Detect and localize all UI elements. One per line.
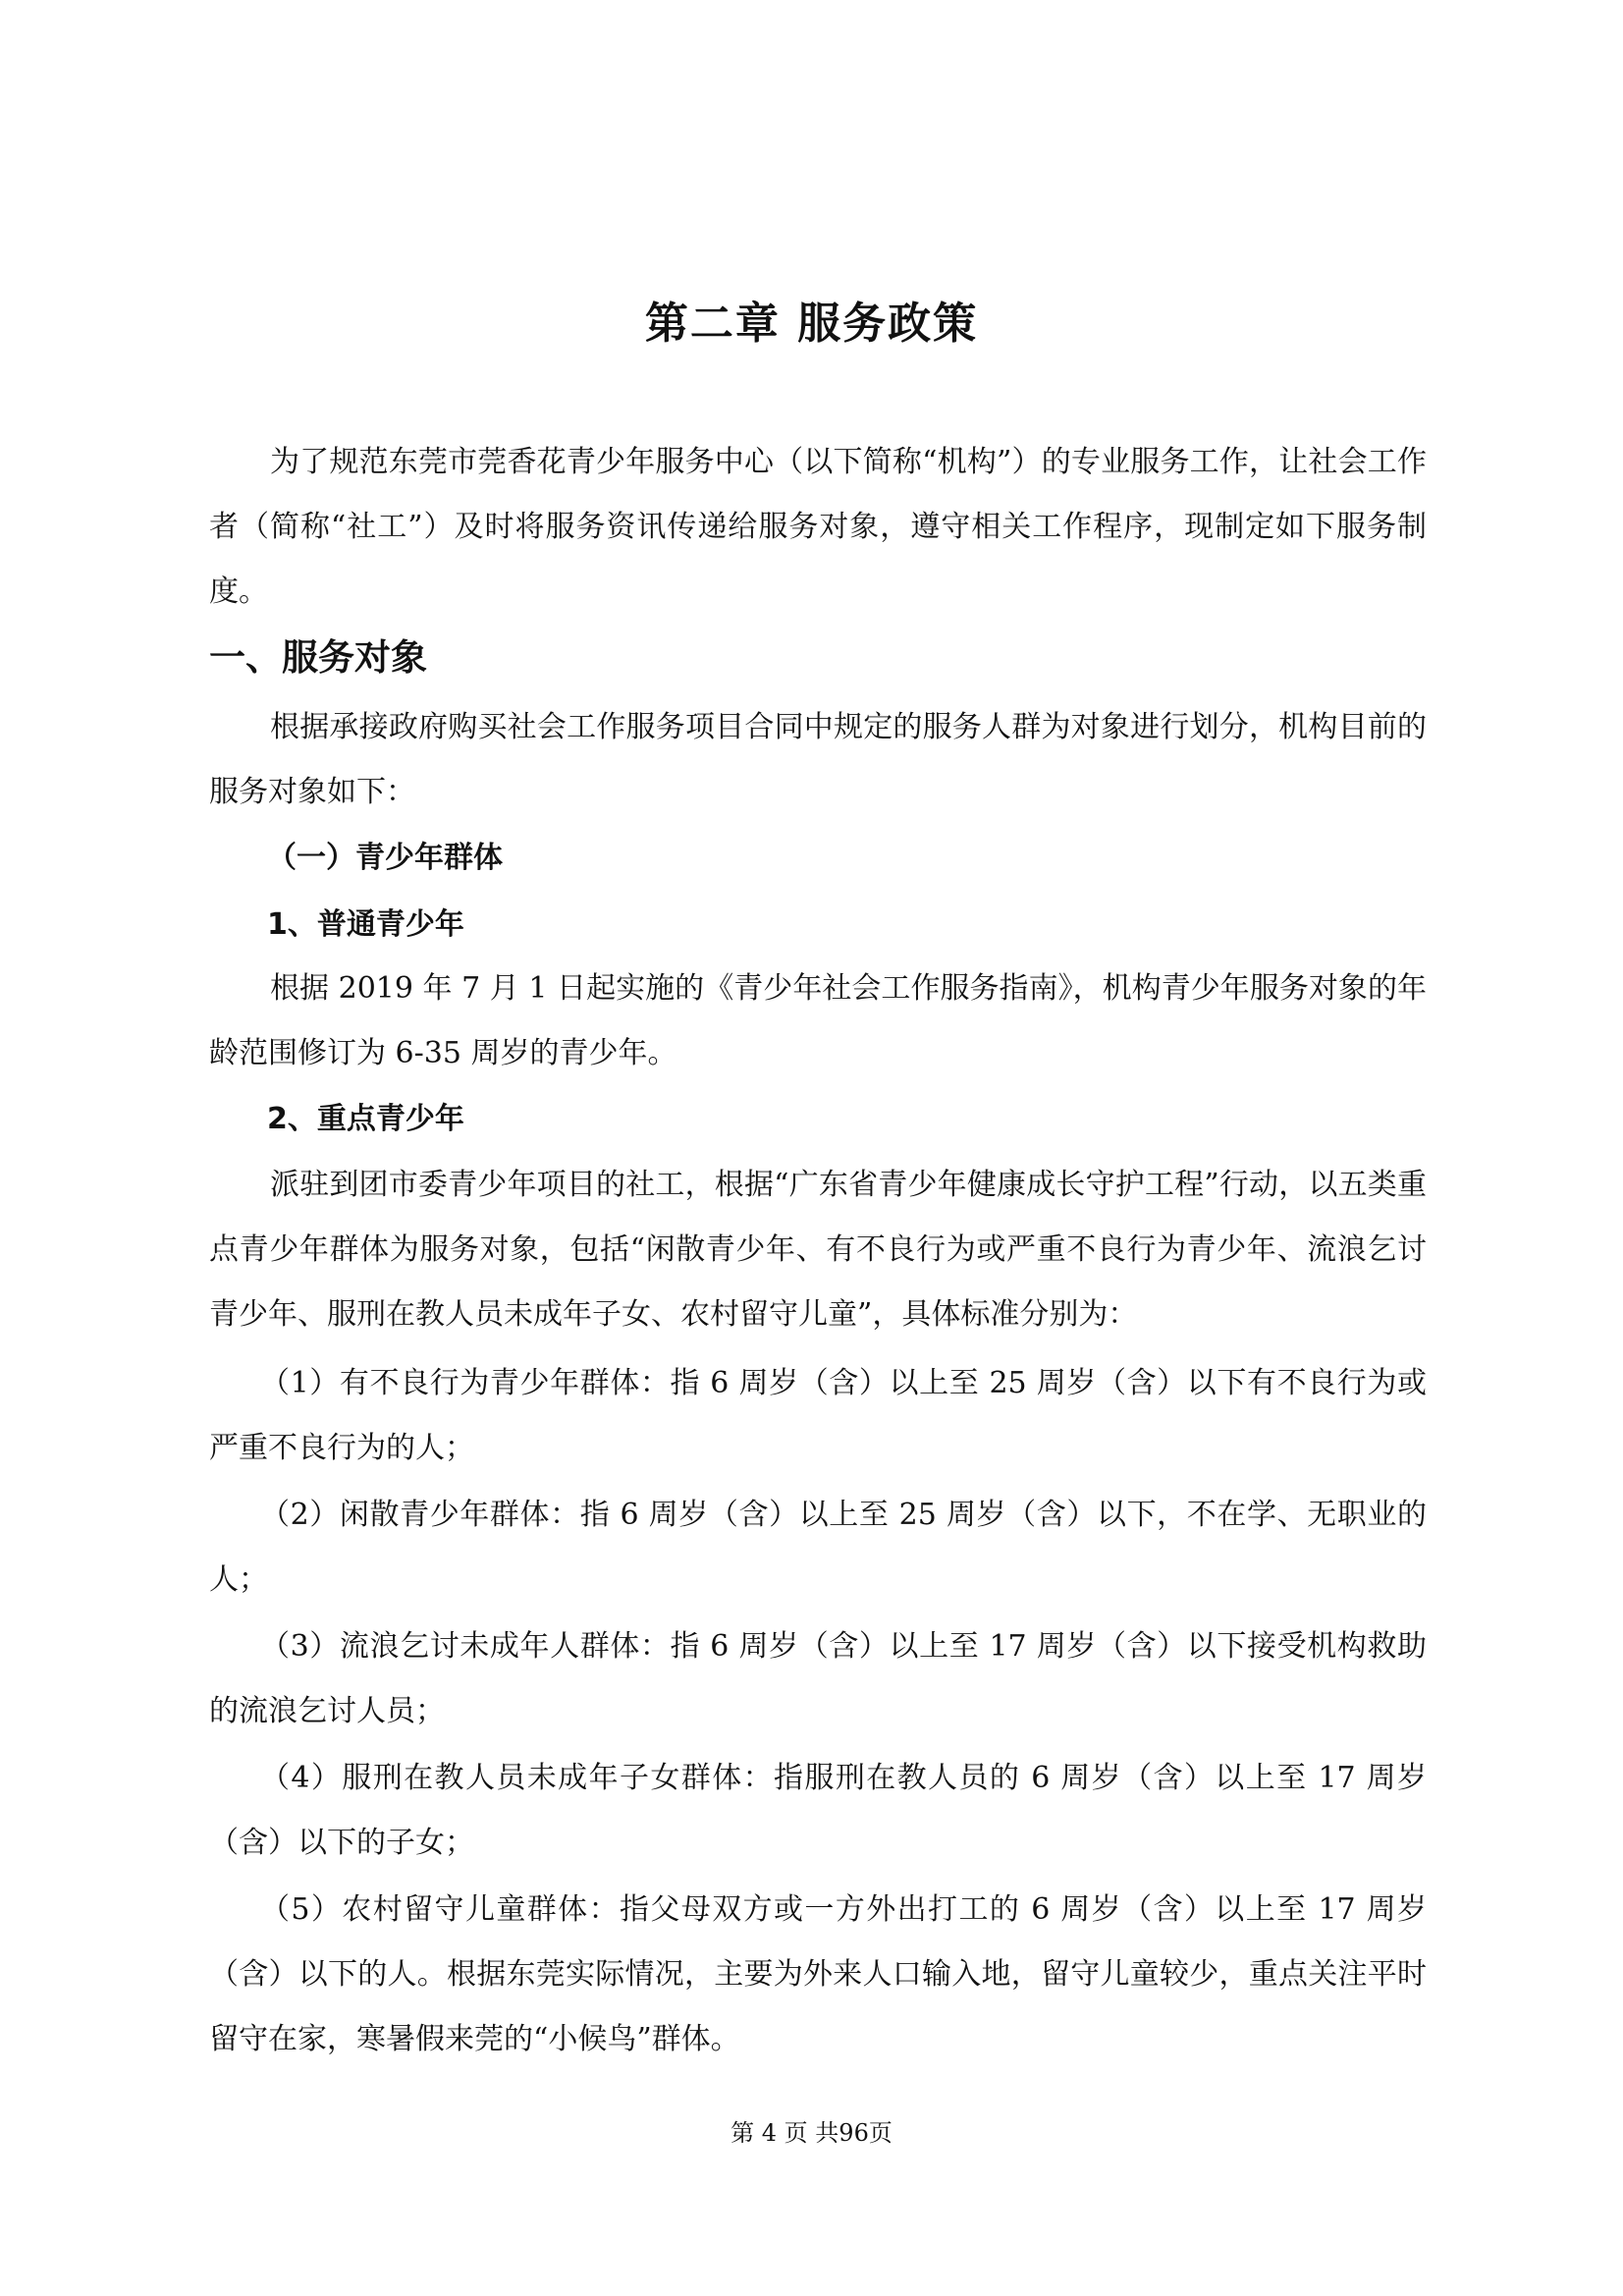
criteria-point: （3）流浪乞讨未成年人群体：指 6 周岁（含）以上至 17 周岁（含）以下接受机构救助的流浪乞讨人员；: [209, 1629, 1427, 1728]
criteria-point: （4）服刑在教人员未成年子女群体：指服刑在教人员的 6 周岁（含）以上至 17 周岁（含）以下的子女；: [209, 1761, 1427, 1860]
criteria-point: （1）有不良行为青少年群体：指 6 周岁（含）以上至 25 周岁（含）以下有不良行为或严重不良行为的人；: [209, 1366, 1427, 1465]
criteria-point: （5）农村留守儿童群体：指父母双方或一方外出打工的 6 周岁（含）以上至 17 周岁（含）以下的人。根据东莞实际情况，主要为外来人口输入地，留守儿童较少，重点关注平时留守在家，寒暑假来莞的“小候鸟”群体。: [209, 1892, 1427, 2056]
criteria-point: （2）闲散青少年群体：指 6 周岁（含）以上至 25 周岁（含）以下，不在学、无职业的人；: [209, 1498, 1427, 1597]
general-youth-paragraph: 根据 2019 年 7 月 1 日起实施的《青少年社会工作服务指南》，机构青少年服务对象的年龄范围修订为 6-35 周岁的青少年。: [209, 971, 1427, 1070]
page-footer: 第 4 页 共96页: [730, 2119, 893, 2147]
item-heading-key-youth: 2、重点青少年: [267, 1102, 464, 1136]
section-heading-service-objects: 一、服务对象: [209, 636, 427, 679]
section-intro-paragraph: 根据承接政府购买社会工作服务项目合同中规定的服务人群为对象进行划分，机构目前的服务对象如下：: [209, 710, 1427, 809]
subsection-heading-youth: （一）青少年群体: [267, 841, 503, 875]
intro-paragraph: 为了规范东莞市莞香花青少年服务中心（以下简称“机构”）的专业服务工作，让社会工作者（简称“社工”）及时将服务资讯传递给服务对象，遵守相关工作程序，现制定如下服务制度。: [209, 445, 1427, 609]
item-heading-general-youth: 1、普通青少年: [267, 907, 464, 942]
chapter-title: 第二章 服务政策: [644, 299, 979, 349]
key-youth-paragraph: 派驻到团市委青少年项目的社工，根据“广东省青少年健康成长守护工程”行动，以五类重点青少年群体为服务对象，包括“闲散青少年、有不良行为或严重不良行为青少年、流浪乞讨青少年、服刑在教人员未成年子女、农村留守儿童”，具体标准分别为：: [209, 1168, 1427, 1332]
